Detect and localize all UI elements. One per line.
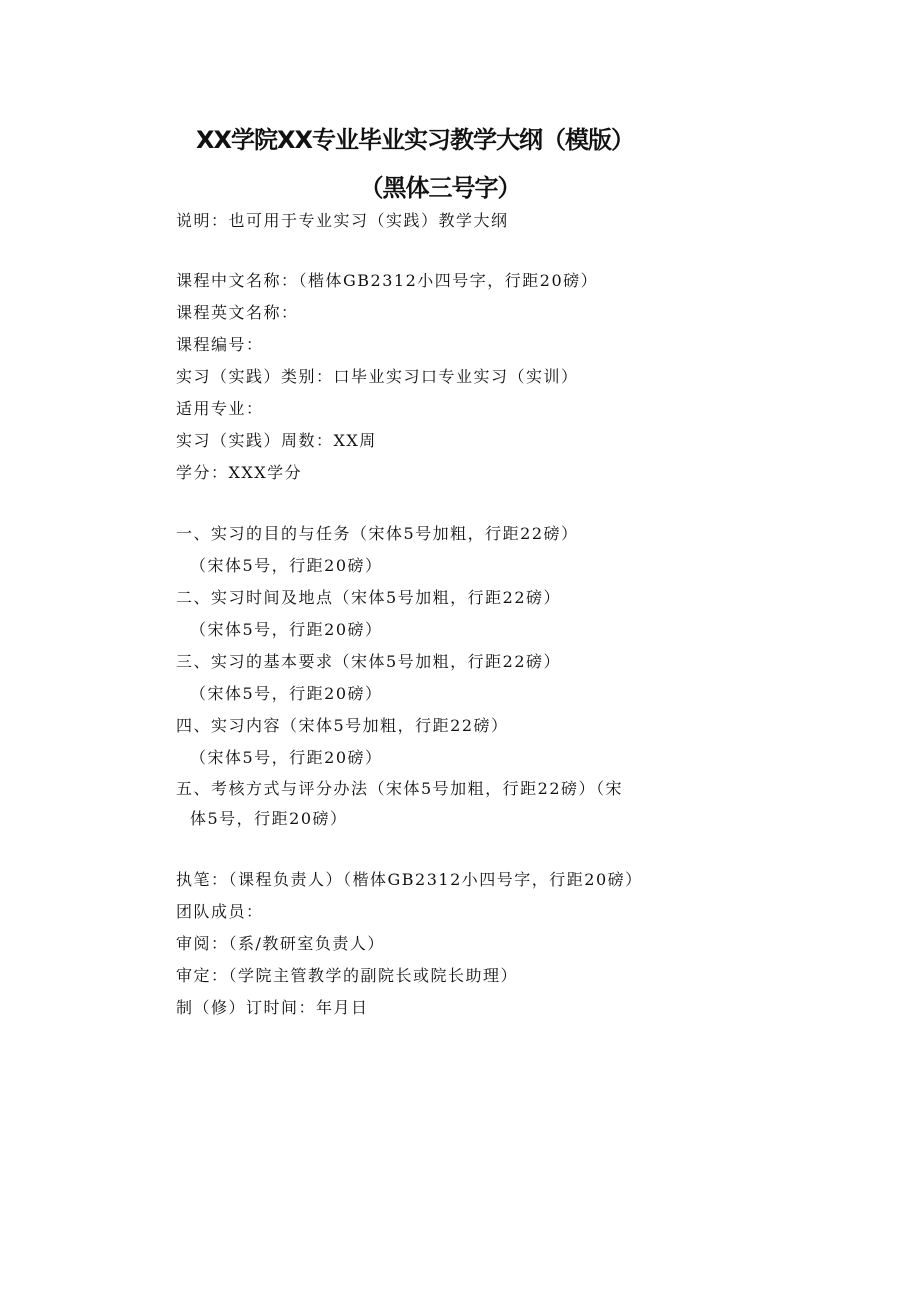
- section-body: 体5号，行距20磅）: [190, 809, 348, 828]
- section-body: （宋体5号，行距20磅）: [190, 620, 383, 639]
- reviewer-line: 审阅：（系/教研室负责人）: [176, 934, 385, 953]
- revision-date-line: 制（修）订时间：年月日: [176, 998, 369, 1017]
- credits: 学分：XXX学分: [176, 463, 303, 482]
- practice-category: 实习（实践）类别：口毕业实习口专业实习（实训）: [176, 367, 579, 386]
- team-members-line: 团队成员：: [176, 902, 264, 921]
- section-heading: 一、实习的目的与任务（宋体5号加粗，行距22磅）: [176, 524, 579, 543]
- section-heading: 四、实习内容（宋体5号加粗，行距22磅）: [176, 716, 509, 735]
- section-body: （宋体5号，行距20磅）: [190, 684, 383, 703]
- section-body: （宋体5号，行距20磅）: [190, 748, 383, 767]
- note-line: 说明：也可用于专业实习（实践）教学大纲: [176, 211, 509, 230]
- applicable-major: 适用专业：: [176, 399, 264, 418]
- document-title: XX学院XX专业毕业实习教学大纲（模版）: [195, 126, 634, 154]
- approver-line: 审定：（学院主管教学的副院长或院长助理）: [176, 966, 519, 985]
- section-body: （宋体5号，行距20磅）: [190, 556, 383, 575]
- course-cn-name: 课程中文名称：（楷体GB2312小四号字，行距20磅）: [176, 271, 599, 290]
- document-subtitle: （黑体三号字）: [359, 174, 521, 202]
- section-heading: 三、实习的基本要求（宋体5号加粗，行距22磅）: [176, 652, 562, 671]
- course-en-name: 课程英文名称：: [176, 303, 299, 322]
- course-number: 课程编号：: [176, 335, 264, 354]
- section-heading: 五、考核方式与评分办法（宋体5号加粗，行距22磅）（宋: [176, 779, 624, 798]
- practice-weeks: 实习（实践）周数：XX周: [176, 431, 377, 450]
- section-heading: 二、实习时间及地点（宋体5号加粗，行距22磅）: [176, 588, 562, 607]
- author-line: 执笔：（课程负责人）（楷体GB2312小四号字，行距20磅）: [176, 870, 643, 889]
